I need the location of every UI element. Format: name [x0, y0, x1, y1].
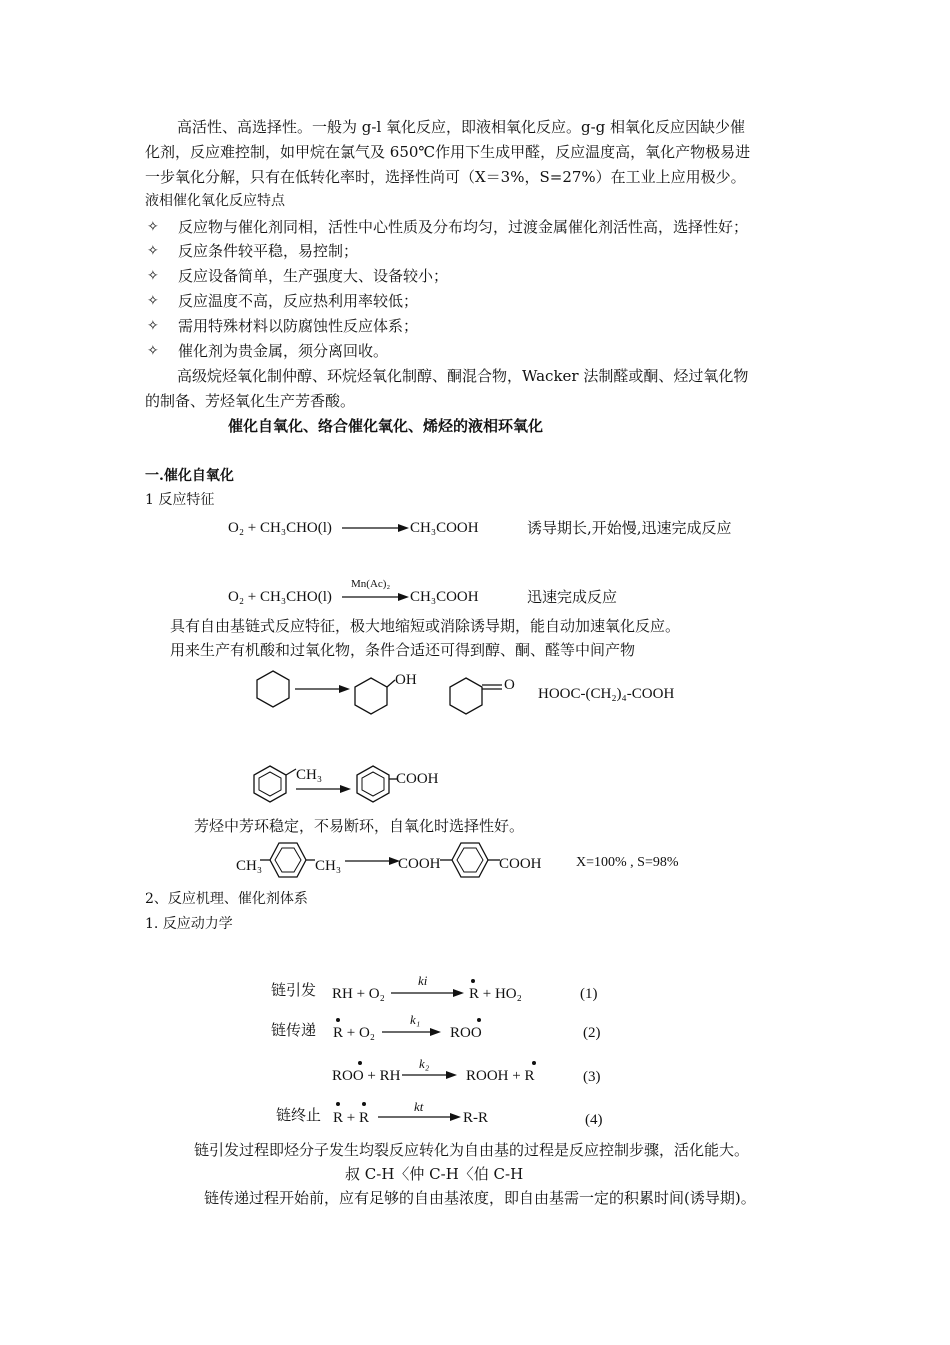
methyl-label-left: CH₃ [236, 858, 263, 874]
reaction-arrow [342, 591, 412, 603]
feature-item: 需用特殊材料以防腐蚀性反应体系； [178, 317, 419, 335]
adipic-acid-formula: HOOC-(CH₂)₄-COOH [538, 686, 675, 702]
radical-dot [336, 1018, 340, 1022]
reaction-arrow [295, 683, 353, 695]
hydroxyl-label: OH [395, 672, 417, 688]
sec1-title: 一.催化自氧化 [145, 468, 234, 484]
para5-line-2: 叔 C-H〈仲 C-H〈伯 C-H [345, 1165, 524, 1183]
para2-line-2: 的制备、芳烃氧化生产芳香酸。 [145, 392, 356, 410]
sec2-subtitle: 1. 反应动力学 [145, 916, 233, 932]
mech3-rhs: ROOH + R [466, 1068, 535, 1084]
mech3-lhs: ROO + RH [332, 1068, 401, 1084]
mech2-lhs: R + O₂ [333, 1025, 376, 1041]
mech2-number: (2) [583, 1025, 601, 1041]
termination-label: 链终止 [276, 1106, 322, 1124]
p-xylene-structure [260, 838, 316, 882]
feature-item: 反应温度不高，反应热利用率较低； [178, 292, 419, 310]
reaction-arrow [391, 987, 467, 999]
para5-line-3: 链传递过程开始前，应有足够的自由基浓度，即自由基需一定的积累时间(诱导期)。 [204, 1189, 756, 1207]
sec1-subtitle: 1 反应特征 [145, 492, 215, 508]
mech4-lhs: R + R [333, 1110, 369, 1126]
radical-dot [471, 979, 475, 983]
radical-dot [532, 1061, 536, 1065]
reaction2-note: 迅速完成反应 [527, 588, 618, 606]
intro-line-1: 高活性、高选择性。一般为 g-l 氧化反应，即液相氧化反应。g-g 相氧化反应因缺少催 [177, 118, 746, 136]
mech3-rate-constant: k₂ [419, 1056, 430, 1071]
benzoic-acid-structure [355, 764, 401, 806]
propagation-label: 链传递 [271, 1021, 317, 1039]
radical-dot [477, 1018, 481, 1022]
radical-dot [358, 1061, 362, 1065]
mech2-rate-constant: k₁ [410, 1012, 421, 1027]
mech4-number: (4) [585, 1112, 603, 1128]
mech4-rhs: R-R [463, 1110, 489, 1126]
feature-item: 反应条件较平稳，易控制； [178, 242, 359, 260]
methyl-label-right: CH₃ [315, 858, 342, 874]
conversion-selectivity: X=100% , S=98% [576, 855, 679, 870]
radical-dot [336, 1102, 340, 1106]
section-title: 催化自氧化、络合催化氧化、烯烃的液相环氧化 [228, 417, 544, 435]
reaction2-catalyst: Mn(Ac)₂ [351, 578, 391, 590]
sec2-title: 2、反应机理、催化剂体系 [145, 891, 308, 907]
bullet-icon: ✧ [147, 318, 159, 334]
reaction-arrow [296, 783, 354, 795]
reaction-arrow [345, 855, 403, 867]
carboxyl-label: COOH [396, 771, 439, 787]
mech1-number: (1) [580, 986, 598, 1002]
intro-line-3: 一步氧化分解，只有在低转化率时，选择性尚可（X＝3%，S=27%）在工业上应用极少。 [145, 168, 746, 186]
mech1-rhs: R + HO₂ [469, 986, 522, 1002]
para5-line-1: 链引发过程即烃分子发生均裂反应转化为自由基的过程是反应控制步骤，活化能大。 [194, 1141, 750, 1159]
bullet-icon: ✧ [147, 293, 159, 309]
features-heading: 液相催化氧化反应特点 [145, 193, 285, 209]
intro-line-2: 化剂，反应难控制，如甲烷在氯气及 650℃作用下生成甲醛，反应温度高，氧化产物极易进 [145, 143, 751, 161]
mech2-rhs: ROO [450, 1025, 482, 1041]
bullet-icon: ✧ [147, 243, 159, 259]
terephthalic-acid-structure [440, 838, 502, 882]
reaction2-lhs: O₂ + CH₃CHO(l) [228, 589, 332, 605]
carboxyl-label-left: COOH [398, 856, 441, 872]
para4: 芳烃中芳环稳定，不易断环，自氧化时选择性好。 [194, 817, 525, 835]
mech1-lhs: RH + O₂ [332, 986, 385, 1002]
carboxyl-label-right: COOH [499, 856, 542, 872]
reaction-arrow [342, 522, 412, 534]
reaction1-rhs: CH₃COOH [410, 520, 479, 536]
para3-line-2: 用来生产有机酸和过氧化物，条件合适还可得到醇、酮、醛等中间产物 [170, 641, 636, 659]
feature-item: 催化剂为贵金属，须分离回收。 [178, 342, 389, 360]
radical-dot [362, 1102, 366, 1106]
bullet-icon: ✧ [147, 343, 159, 359]
reaction-arrow [378, 1111, 464, 1123]
reaction1-note: 诱导期长,开始慢,迅速完成反应 [527, 519, 732, 537]
cyclohexanone-structure [448, 672, 508, 716]
reaction2-rhs: CH₃COOH [410, 589, 479, 605]
para2-line-1: 高级烷烃氧化制仲醇、环烷烃氧化制醇、酮混合物，Wacker 法制醛或酮、烃过氧化物 [177, 367, 749, 385]
carbonyl-label: O [504, 677, 515, 693]
bullet-icon: ✧ [147, 219, 159, 235]
mech4-rate-constant: kt [414, 1099, 424, 1114]
initiation-label: 链引发 [271, 981, 317, 999]
reaction-arrow [402, 1069, 460, 1081]
cyclohexane-structure [255, 669, 295, 709]
para3-line-1: 具有自由基链式反应特征，极大地缩短或消除诱导期，能自动加速氧化反应。 [170, 617, 681, 635]
feature-item: 反应设备简单，生产强度大、设备较小； [178, 267, 449, 285]
bullet-icon: ✧ [147, 268, 159, 284]
mech3-number: (3) [583, 1069, 601, 1085]
reaction-arrow [382, 1026, 444, 1038]
methyl-label: CH₃ [296, 767, 323, 783]
feature-item: 反应物与催化剂同相，活性中心性质及分布均匀，过渡金属催化剂活性高，选择性好； [178, 218, 749, 236]
toluene-structure [252, 764, 298, 806]
reaction1-lhs: O₂ + CH₃CHO(l) [228, 520, 332, 536]
mech1-rate-constant: ki [418, 973, 428, 988]
